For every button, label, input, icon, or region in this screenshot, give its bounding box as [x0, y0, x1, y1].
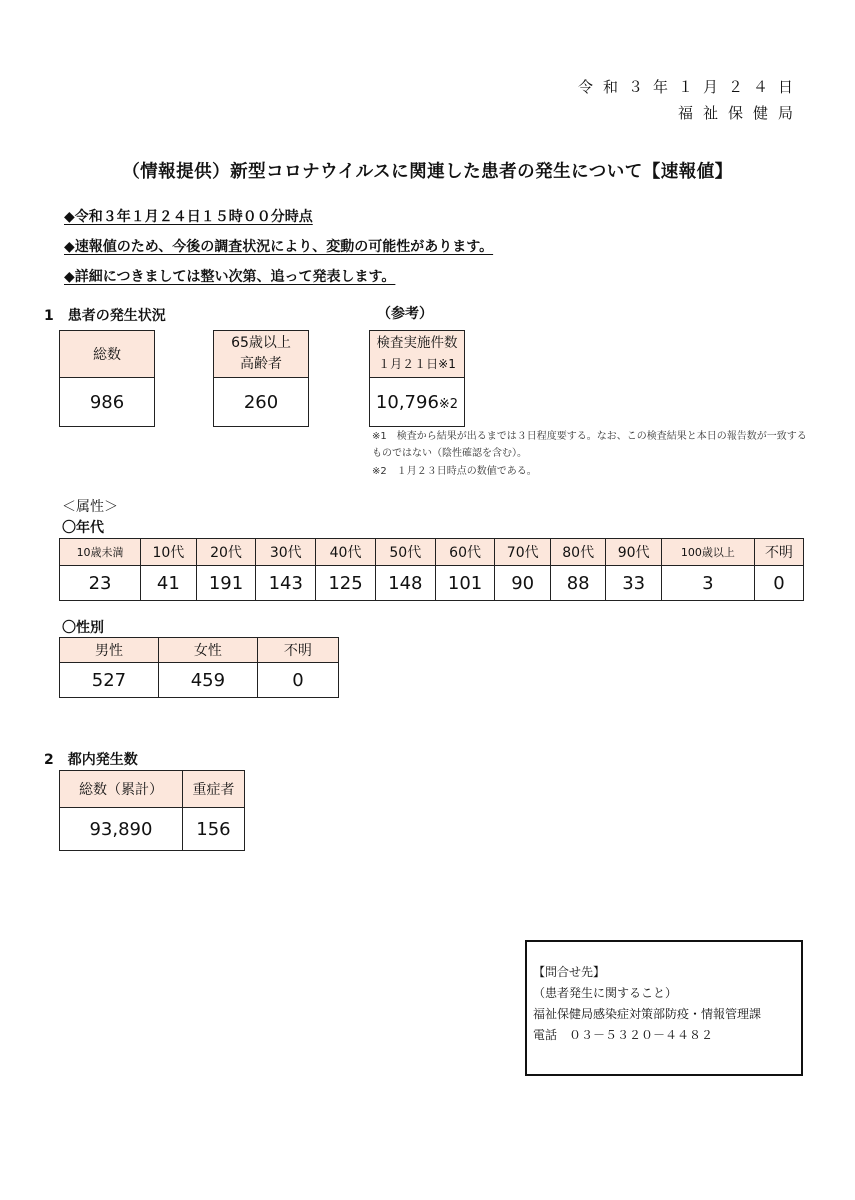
age-header-cell: 80代	[550, 539, 605, 566]
cumulative-total-value: 93,890	[60, 808, 183, 851]
tests-value-mark: ※2	[438, 396, 459, 412]
note-1	[372, 428, 807, 462]
elderly-value: 260	[214, 378, 309, 427]
gender-header-cell: 男性	[60, 638, 159, 663]
elderly-header-line1: 65歳以上	[231, 335, 291, 351]
age-header-cell: 10代	[141, 539, 196, 566]
age-header-cell: 不明	[754, 539, 803, 566]
age-header-cell: 50代	[375, 539, 435, 566]
age-header-cell: 60代	[435, 539, 495, 566]
age-value-cell: 0	[754, 566, 803, 601]
total-value: 986	[60, 378, 155, 427]
gender-value-cell: 459	[158, 663, 257, 698]
age-value-cell: 41	[141, 566, 196, 601]
note-2: ※2 １月２３日時点の数値である。	[372, 466, 537, 477]
contact-box	[525, 940, 803, 1076]
age-header-cell: 30代	[256, 539, 316, 566]
tests-value: 10,796	[375, 391, 439, 413]
tests-header	[370, 331, 465, 378]
tests-value-cell	[370, 378, 465, 427]
tests-header-line2: １月２１日※1	[378, 357, 456, 371]
tokyo-cases-table	[59, 770, 245, 851]
age-value-cell: 143	[256, 566, 316, 601]
age-value-cell: 88	[550, 566, 605, 601]
tests-header-line1: 検査実施件数	[376, 335, 458, 351]
age-value-cell: 33	[606, 566, 661, 601]
note-1-line2: ものではない（陰性確認を含む）。	[372, 448, 527, 459]
age-table	[59, 538, 804, 601]
contact-department: 福祉保健局感染症対策部防疫・情報管理課	[533, 1007, 762, 1021]
age-value-cell: 90	[495, 566, 550, 601]
gender-value-row	[60, 663, 339, 698]
age-value-cell: 101	[435, 566, 495, 601]
bullet-timestamp: ◆令和３年１月２４日１５時００分時点	[64, 209, 313, 225]
gender-value-cell: 0	[257, 663, 338, 698]
gender-label: 〇性別	[62, 620, 104, 636]
cumulative-total-header: 総数（累計）	[60, 771, 183, 808]
age-header-cell: 10歳未満	[60, 539, 141, 566]
release-date: 令和３年１月２４日	[577, 78, 803, 96]
age-header-cell: 40代	[316, 539, 376, 566]
section1-label: 1 患者の発生状況	[44, 308, 166, 324]
age-header-cell: 100歳以上	[661, 539, 754, 566]
bullet-details-notice: ◆詳細につきましては整い次第、追って発表します。	[64, 269, 396, 285]
issuing-organization: 福祉保健局	[677, 104, 803, 122]
elderly-header	[214, 331, 309, 378]
age-header-cell: 90代	[606, 539, 661, 566]
contact-subject: （患者発生に関すること）	[533, 986, 678, 1000]
section2-label: 2 都内発生数	[44, 752, 138, 768]
attributes-label: ＜属性＞	[62, 499, 118, 515]
total-header: 総数	[60, 331, 155, 378]
gender-table	[59, 637, 339, 698]
reference-label: （参考）	[377, 306, 433, 322]
age-value-cell: 23	[60, 566, 141, 601]
bullet-preliminary-notice: ◆速報値のため、今後の調査状況により、変動の可能性があります。	[64, 239, 494, 255]
age-value-row	[60, 566, 804, 601]
elderly-table	[213, 330, 309, 427]
gender-header-cell: 女性	[158, 638, 257, 663]
age-header-row	[60, 539, 804, 566]
age-value-cell: 125	[316, 566, 376, 601]
age-value-cell: 191	[196, 566, 256, 601]
total-table	[59, 330, 155, 427]
gender-header-cell: 不明	[257, 638, 338, 663]
gender-header-row	[60, 638, 339, 663]
age-value-cell: 148	[375, 566, 435, 601]
severe-cases-value: 156	[182, 808, 244, 851]
tests-table	[369, 330, 465, 427]
elderly-header-line2: 高齢者	[240, 356, 282, 372]
contact-title: 【問合せ先】	[533, 965, 606, 979]
contact-phone: 電話 ０３－５３２０－４４８２	[533, 1028, 714, 1042]
age-value-cell: 3	[661, 566, 754, 601]
note-1-line1: ※1 検査から結果が出るまでは３日程度要する。なお、この検査結果と本日の報告数が一致する	[372, 431, 807, 442]
age-label: 〇年代	[62, 520, 104, 536]
age-header-cell: 70代	[495, 539, 550, 566]
age-header-cell: 20代	[196, 539, 256, 566]
page-title: （情報提供）新型コロナウイルスに関連した患者の発生について【速報値】	[122, 162, 733, 182]
severe-cases-header: 重症者	[182, 771, 244, 808]
gender-value-cell: 527	[60, 663, 159, 698]
